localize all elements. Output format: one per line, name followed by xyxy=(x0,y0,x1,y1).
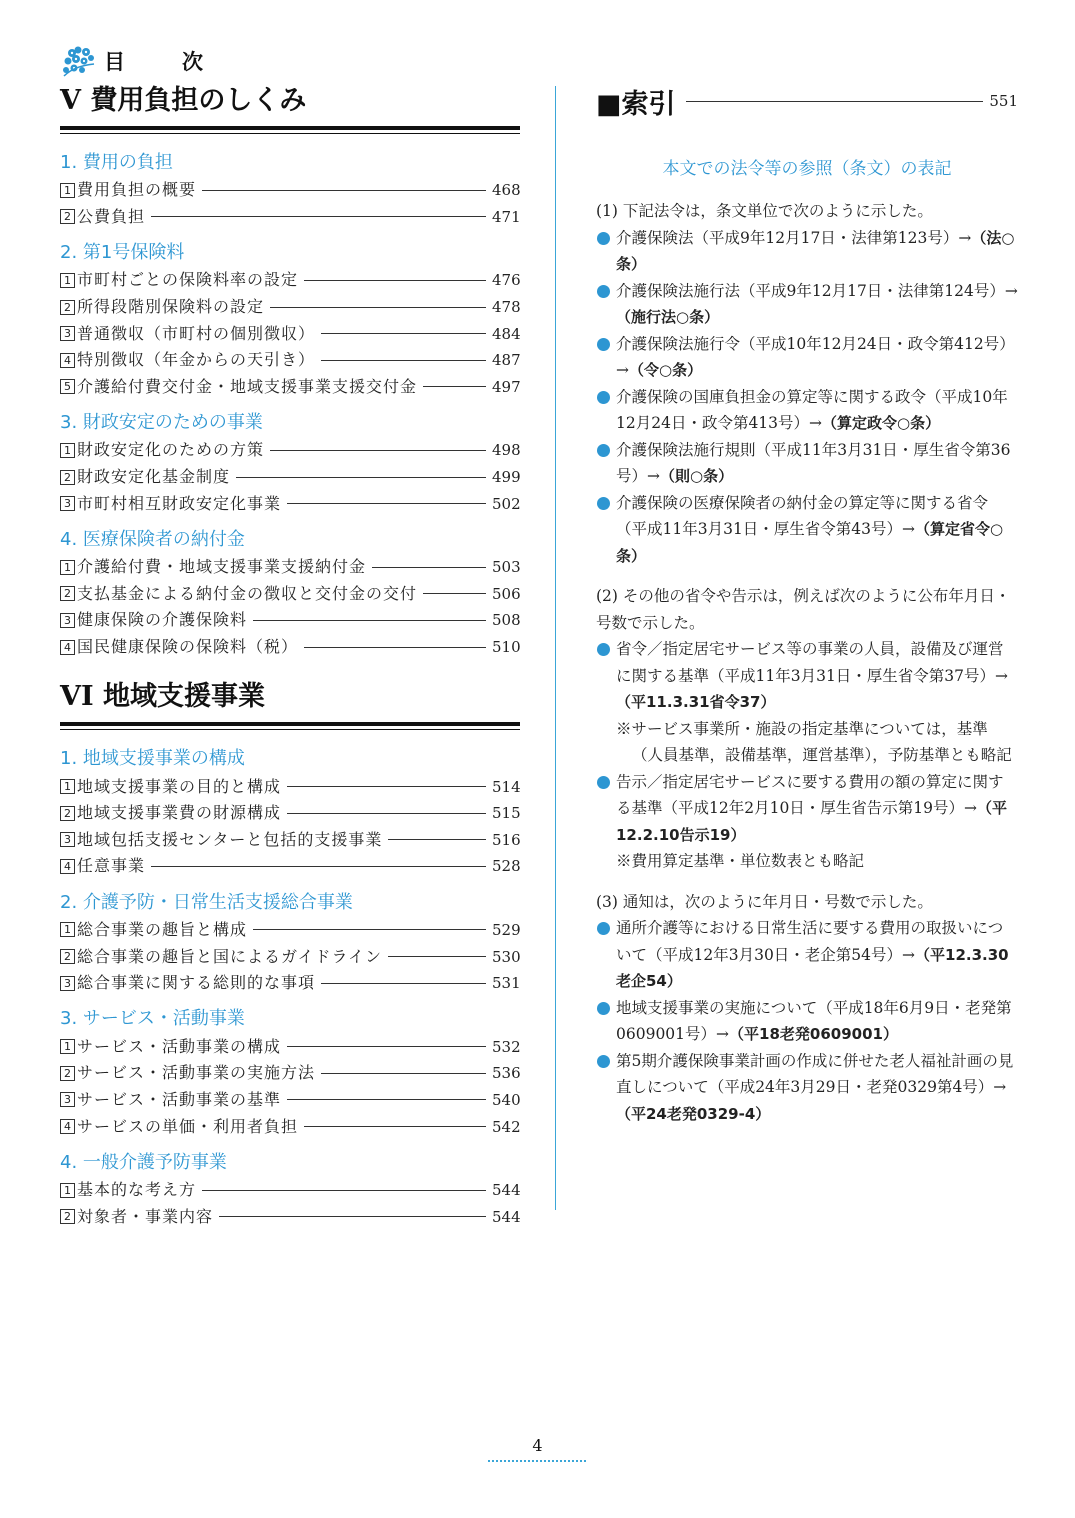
toc-entry-title: 任意事業 xyxy=(77,856,146,876)
item-number-box: 3 xyxy=(60,976,75,991)
leader-line xyxy=(686,101,984,102)
toc-entry-title: 地域支援事業の目的と構成 xyxy=(77,776,282,796)
toc-entry[interactable] xyxy=(60,177,520,204)
item-number-box: 2 xyxy=(60,209,75,224)
leader-line xyxy=(287,1046,486,1047)
toc-section xyxy=(60,746,520,879)
item-number-box: 1 xyxy=(60,922,75,937)
item-number-box: 3 xyxy=(60,613,75,628)
toc-entry-title: 財政安定化基金制度 xyxy=(77,467,231,487)
toc-page-number: 471 xyxy=(492,207,521,226)
toc-entry-title: 特別徴収（年金からの天引き） xyxy=(77,350,316,370)
toc-page-number: 508 xyxy=(492,611,521,630)
leader-line xyxy=(270,307,486,308)
leader-line xyxy=(423,386,486,387)
leader-line xyxy=(270,450,486,451)
toc-entry[interactable] xyxy=(60,1113,520,1140)
reference-text: 介護保険法施行法（平成9年12月17日・法律第124号）→ xyxy=(616,281,1018,300)
toc-page-number: 516 xyxy=(492,830,521,849)
leader-line xyxy=(287,813,486,814)
toc-entry-title: サービスの単価・利用者負担 xyxy=(77,1116,299,1136)
toc-entry[interactable] xyxy=(60,970,520,997)
toc-entry-title: 総合事業の趣旨と国によるガイドライン xyxy=(77,946,383,966)
toc-page-number: 530 xyxy=(492,947,521,966)
leader-line xyxy=(321,1073,486,1074)
toc-entry-title: 国民健康保険の保険料（税） xyxy=(77,637,299,657)
leader-line xyxy=(304,647,486,648)
toc-entry[interactable] xyxy=(60,634,520,661)
item-number-box: 3 xyxy=(60,496,75,511)
reference-abbreviation: （算定省令○条） xyxy=(616,520,1004,565)
section-title: 2. 介護予防・日常生活支援総合事業 xyxy=(60,891,353,913)
toc-entry[interactable] xyxy=(60,1177,520,1204)
item-number-box: 1 xyxy=(60,779,75,794)
leader-line xyxy=(304,280,486,281)
toc-page-number: 499 xyxy=(492,468,521,487)
leader-line xyxy=(388,839,486,840)
leader-line xyxy=(253,929,486,930)
footer-dotted-rule xyxy=(488,1460,586,1462)
reference-item xyxy=(596,1048,1018,1128)
toc-entry[interactable] xyxy=(60,437,520,464)
section-title: 1. 地域支援事業の構成 xyxy=(60,748,245,770)
reference-abbreviation: （平11.3.31省令37） xyxy=(616,693,776,711)
reference-block xyxy=(596,198,1018,569)
leader-line xyxy=(321,333,486,334)
toc-entry-title: 公費負担 xyxy=(77,206,146,226)
reference-item xyxy=(596,995,1018,1048)
bullet-dot-icon xyxy=(597,232,610,245)
toc-page-number: 506 xyxy=(492,584,521,603)
item-number-box: 3 xyxy=(60,1092,75,1107)
page-number: 4 xyxy=(532,1436,543,1455)
reference-text: 通所介護等における日常生活に要する費用の取扱いについて（平成12年3月30日・老企第54号）→ xyxy=(616,919,1004,964)
toc-entry[interactable] xyxy=(60,827,520,854)
reference-item xyxy=(596,490,1018,570)
section-list xyxy=(60,746,520,1230)
reference-notation-list xyxy=(596,198,1018,1127)
item-number-box: 1 xyxy=(60,560,75,575)
item-number-box: 3 xyxy=(60,326,75,341)
reference-abbreviation: （平12.3.30老企54） xyxy=(616,945,1009,990)
reference-text: 介護保険の国庫負担金の算定等に関する政令（平成10年12月24日・政令第413号）→ xyxy=(616,387,1008,432)
item-number-box: 3 xyxy=(60,832,75,847)
reference-text: 介護保険の医療保険者の納付金の算定等に関する省令（平成11年3月31日・厚生省令第43号）→ xyxy=(616,493,989,538)
section-title: 3. サービス・活動事業 xyxy=(60,1008,245,1030)
section-title: 4. 一般介護予防事業 xyxy=(60,1151,227,1173)
flower-ornament-icon xyxy=(60,44,100,78)
toc-entry-title: 基本的な考え方 xyxy=(77,1180,197,1200)
toc-section xyxy=(60,410,520,517)
toc-entry-title: 費用負担の概要 xyxy=(77,180,197,200)
toc-page-number: 478 xyxy=(492,298,521,317)
index-title: ■索引 xyxy=(596,88,676,120)
reference-text: 介護保険法施行令（平成10年12月24日・政令第412号）→ xyxy=(616,334,1015,379)
leader-line xyxy=(287,503,486,504)
toc-entry[interactable] xyxy=(60,607,520,634)
section-title: 1. 費用の負担 xyxy=(60,152,173,173)
table-of-contents xyxy=(60,84,520,1244)
toc-entry-title: 総合事業に関する総則的な事項 xyxy=(77,973,316,993)
toc-entry[interactable] xyxy=(60,490,520,517)
toc-entry-title: 介護給付費・地域支援事業支援納付金 xyxy=(77,557,367,577)
toc-entry-title: 総合事業の趣旨と構成 xyxy=(77,919,248,939)
reference-intro: (3) 通知は，次のように年月日・号数で示した。 xyxy=(596,892,933,911)
reference-abbreviation: （平24老発0329-4） xyxy=(616,1104,771,1123)
reference-item xyxy=(596,915,1018,995)
reference-abbreviation: （令○条） xyxy=(629,361,703,379)
reference-abbreviation: （則○条） xyxy=(660,467,734,485)
toc-page-number: 544 xyxy=(492,1181,521,1200)
toc-page-number: 502 xyxy=(492,494,521,513)
reference-abbreviation: （平18老発0609001） xyxy=(729,1025,898,1043)
toc-page-number: 515 xyxy=(492,804,521,823)
toc-section xyxy=(60,150,520,230)
toc-entry-title: 健康保険の介護保険料 xyxy=(77,610,248,630)
item-number-box: 2 xyxy=(60,806,75,821)
toc-page-number: 498 xyxy=(492,441,521,460)
toc-page-number: 536 xyxy=(492,1064,521,1083)
chapter-title: V 費用負担のしくみ xyxy=(60,84,520,130)
reference-note: ※費用算定基準・単位数表とも略記 xyxy=(616,852,865,870)
item-number-box: 2 xyxy=(60,1209,75,1224)
reference-block xyxy=(596,889,1018,1128)
section-title: 4. 医療保険者の納付金 xyxy=(60,528,245,550)
toc-entry[interactable] xyxy=(60,1203,520,1230)
item-number-box: 4 xyxy=(60,859,75,874)
item-number-box: 4 xyxy=(60,640,75,655)
reference-abbreviation: （法○条） xyxy=(616,228,1015,273)
bullet-dot-icon xyxy=(597,497,610,510)
toc-page-number: 487 xyxy=(492,351,521,370)
leader-line xyxy=(287,1099,486,1100)
toc-entry[interactable] xyxy=(60,374,520,401)
reference-intro: (1) 下記法令は，条文単位で次のように示した。 xyxy=(596,202,933,220)
reference-item xyxy=(596,278,1018,331)
item-number-box: 1 xyxy=(60,183,75,198)
reference-intro: (2) その他の省令や告示は，例えば次のように公布年月日・号数で示した。 xyxy=(596,587,1011,632)
toc-section xyxy=(60,240,520,400)
item-number-box: 1 xyxy=(60,1039,75,1054)
leader-line xyxy=(304,1126,486,1127)
toc-section xyxy=(60,527,520,660)
reference-item xyxy=(596,769,1018,849)
toc-entry[interactable] xyxy=(60,1033,520,1060)
item-number-box: 1 xyxy=(60,273,75,288)
item-number-box: 2 xyxy=(60,470,75,485)
toc-page-number: 484 xyxy=(492,324,521,343)
item-number-box: 2 xyxy=(60,949,75,964)
index-heading[interactable] xyxy=(596,84,1018,118)
toc-entry-title: サービス・活動事業の構成 xyxy=(77,1036,282,1056)
reference-text: 介護保険法（平成9年12月17日・法律第123号）→ xyxy=(616,228,972,247)
leader-line xyxy=(372,567,486,568)
toc-entry[interactable] xyxy=(60,917,520,944)
reference-note: ※サービス事業所・施設の指定基準については，基準（人員基準，設備基準，運営基準），予防基準とも略記 xyxy=(616,719,1012,764)
item-number-box: 2 xyxy=(60,586,75,601)
reference-item xyxy=(596,225,1018,278)
leader-line xyxy=(388,956,486,957)
bullet-dot-icon xyxy=(597,1002,610,1015)
toc-entry[interactable] xyxy=(60,267,520,294)
toc-entry-title: 市町村相互財政安定化事業 xyxy=(77,493,282,513)
bullet-dot-icon xyxy=(597,643,610,656)
reference-abbreviation: （平12.2.10告示19） xyxy=(616,799,1008,844)
reference-text: 地域支援事業の実施について（平成18年6月9日・老発第0609001号）→ xyxy=(616,998,1012,1043)
leader-line xyxy=(202,190,486,191)
toc-entry[interactable] xyxy=(60,320,520,347)
leader-line xyxy=(321,983,486,984)
toc-entry[interactable] xyxy=(60,581,520,608)
index-page-number: 551 xyxy=(989,92,1018,110)
toc-entry-title: 市町村ごとの保険料率の設定 xyxy=(77,270,299,290)
section-title: 3. 財政安定のための事業 xyxy=(60,412,263,434)
toc-entry-title: サービス・活動事業の基準 xyxy=(77,1089,282,1109)
toc-entry[interactable] xyxy=(60,554,520,581)
bullet-dot-icon xyxy=(597,1055,610,1068)
reference-item xyxy=(596,331,1018,384)
leader-line xyxy=(236,477,486,478)
toc-entry[interactable] xyxy=(60,347,520,374)
item-number-box: 4 xyxy=(60,353,75,368)
toc-page-number: 514 xyxy=(492,777,521,796)
item-number-box: 1 xyxy=(60,1183,75,1198)
toc-entry[interactable] xyxy=(60,773,520,800)
item-number-box: 5 xyxy=(60,379,75,394)
reference-text: 省令／指定居宅サービス等の事業の人員，設備及び運営に関する基準（平成11年3月31日・厚生省令第37号）→ xyxy=(616,640,1009,685)
toc-section xyxy=(60,1006,520,1139)
leader-line xyxy=(151,866,486,867)
reference-text: 介護保険法施行規則（平成11年3月31日・厚生省令第36号）→ xyxy=(616,440,1011,485)
toc-entry-title: 支払基金による納付金の徴収と交付金の交付 xyxy=(77,583,418,603)
leader-line xyxy=(253,620,486,621)
toc-section xyxy=(60,890,520,997)
toc-page-number: 544 xyxy=(492,1207,521,1226)
leader-line xyxy=(423,593,486,594)
reference-block xyxy=(596,583,1018,875)
toc-page-number: 540 xyxy=(492,1090,521,1109)
toc-entry-title: サービス・活動事業の実施方法 xyxy=(77,1063,316,1083)
item-number-box: 2 xyxy=(60,1066,75,1081)
toc-entry[interactable] xyxy=(60,1060,520,1087)
toc-page-number: 510 xyxy=(492,638,521,657)
toc-page-number: 468 xyxy=(492,181,521,200)
toc-entry[interactable] xyxy=(60,294,520,321)
toc-page-number: 529 xyxy=(492,920,521,939)
bullet-dot-icon xyxy=(597,776,610,789)
chapter xyxy=(60,680,520,1230)
toc-page-number: 528 xyxy=(492,857,521,876)
leader-line xyxy=(151,216,486,217)
section-list xyxy=(60,150,520,660)
toc-entry-title: 介護給付費交付金・地域支援事業支援交付金 xyxy=(77,376,418,396)
toc-page-number: 476 xyxy=(492,271,521,290)
toc-page-number: 497 xyxy=(492,377,521,396)
chapter xyxy=(60,84,520,660)
reference-abbreviation: （施行法○条） xyxy=(616,308,720,326)
reference-text: 第5期介護保険事業計画の作成に併せた老人福祉計画の見直しについて（平成24年3月29日・老発0329第4号）→ xyxy=(616,1051,1014,1096)
toc-entry[interactable] xyxy=(60,1087,520,1114)
toc-page-number: 531 xyxy=(492,974,521,993)
toc-page-number: 503 xyxy=(492,558,521,577)
column-divider xyxy=(555,86,556,1210)
toc-entry-title: 財政安定化のための方策 xyxy=(77,440,265,460)
reference-abbreviation: （算定政令○条） xyxy=(822,414,941,432)
reference-item xyxy=(596,437,1018,490)
bullet-dot-icon xyxy=(597,391,610,404)
leader-line xyxy=(321,360,486,361)
leader-line xyxy=(219,1216,486,1217)
toc-page-number: 532 xyxy=(492,1037,521,1056)
chapter-title: VI 地域支援事業 xyxy=(60,680,520,726)
toc-entry-title: 地域支援事業費の財源構成 xyxy=(77,803,282,823)
toc-entry[interactable] xyxy=(60,853,520,880)
page-title: 目 次 xyxy=(104,49,221,74)
toc-entry[interactable] xyxy=(60,800,520,827)
toc-page-number: 542 xyxy=(492,1117,521,1136)
bullet-dot-icon xyxy=(597,444,610,457)
reference-item xyxy=(596,636,1018,716)
reference-item xyxy=(596,384,1018,437)
toc-entry-title: 所得段階別保険料の設定 xyxy=(77,297,265,317)
toc-section xyxy=(60,1150,520,1230)
toc-entry[interactable] xyxy=(60,204,520,231)
toc-entry[interactable] xyxy=(60,464,520,491)
reference-text: 告示／指定居宅サービスに要する費用の額の算定に関する基準（平成12年2月10日・厚生省告示第19号）→ xyxy=(616,772,1004,817)
toc-entry[interactable] xyxy=(60,943,520,970)
toc-entry-title: 対象者・事業内容 xyxy=(77,1206,214,1226)
toc-entry-title: 普通徴収（市町村の個別徴収） xyxy=(77,323,316,343)
item-number-box: 2 xyxy=(60,300,75,315)
index-subtitle: 本文での法令等の参照（条文）の表記 xyxy=(662,159,952,179)
leader-line xyxy=(202,1190,486,1191)
toc-entry-title: 地域包括支援センターと包括的支援事業 xyxy=(77,829,383,849)
item-number-box: 1 xyxy=(60,443,75,458)
bullet-dot-icon xyxy=(597,922,610,935)
leader-line xyxy=(287,786,486,787)
index-panel xyxy=(596,84,1018,1127)
bullet-dot-icon xyxy=(597,285,610,298)
bullet-dot-icon xyxy=(597,338,610,351)
item-number-box: 4 xyxy=(60,1119,75,1134)
section-title: 2. 第1号保険料 xyxy=(60,242,185,264)
